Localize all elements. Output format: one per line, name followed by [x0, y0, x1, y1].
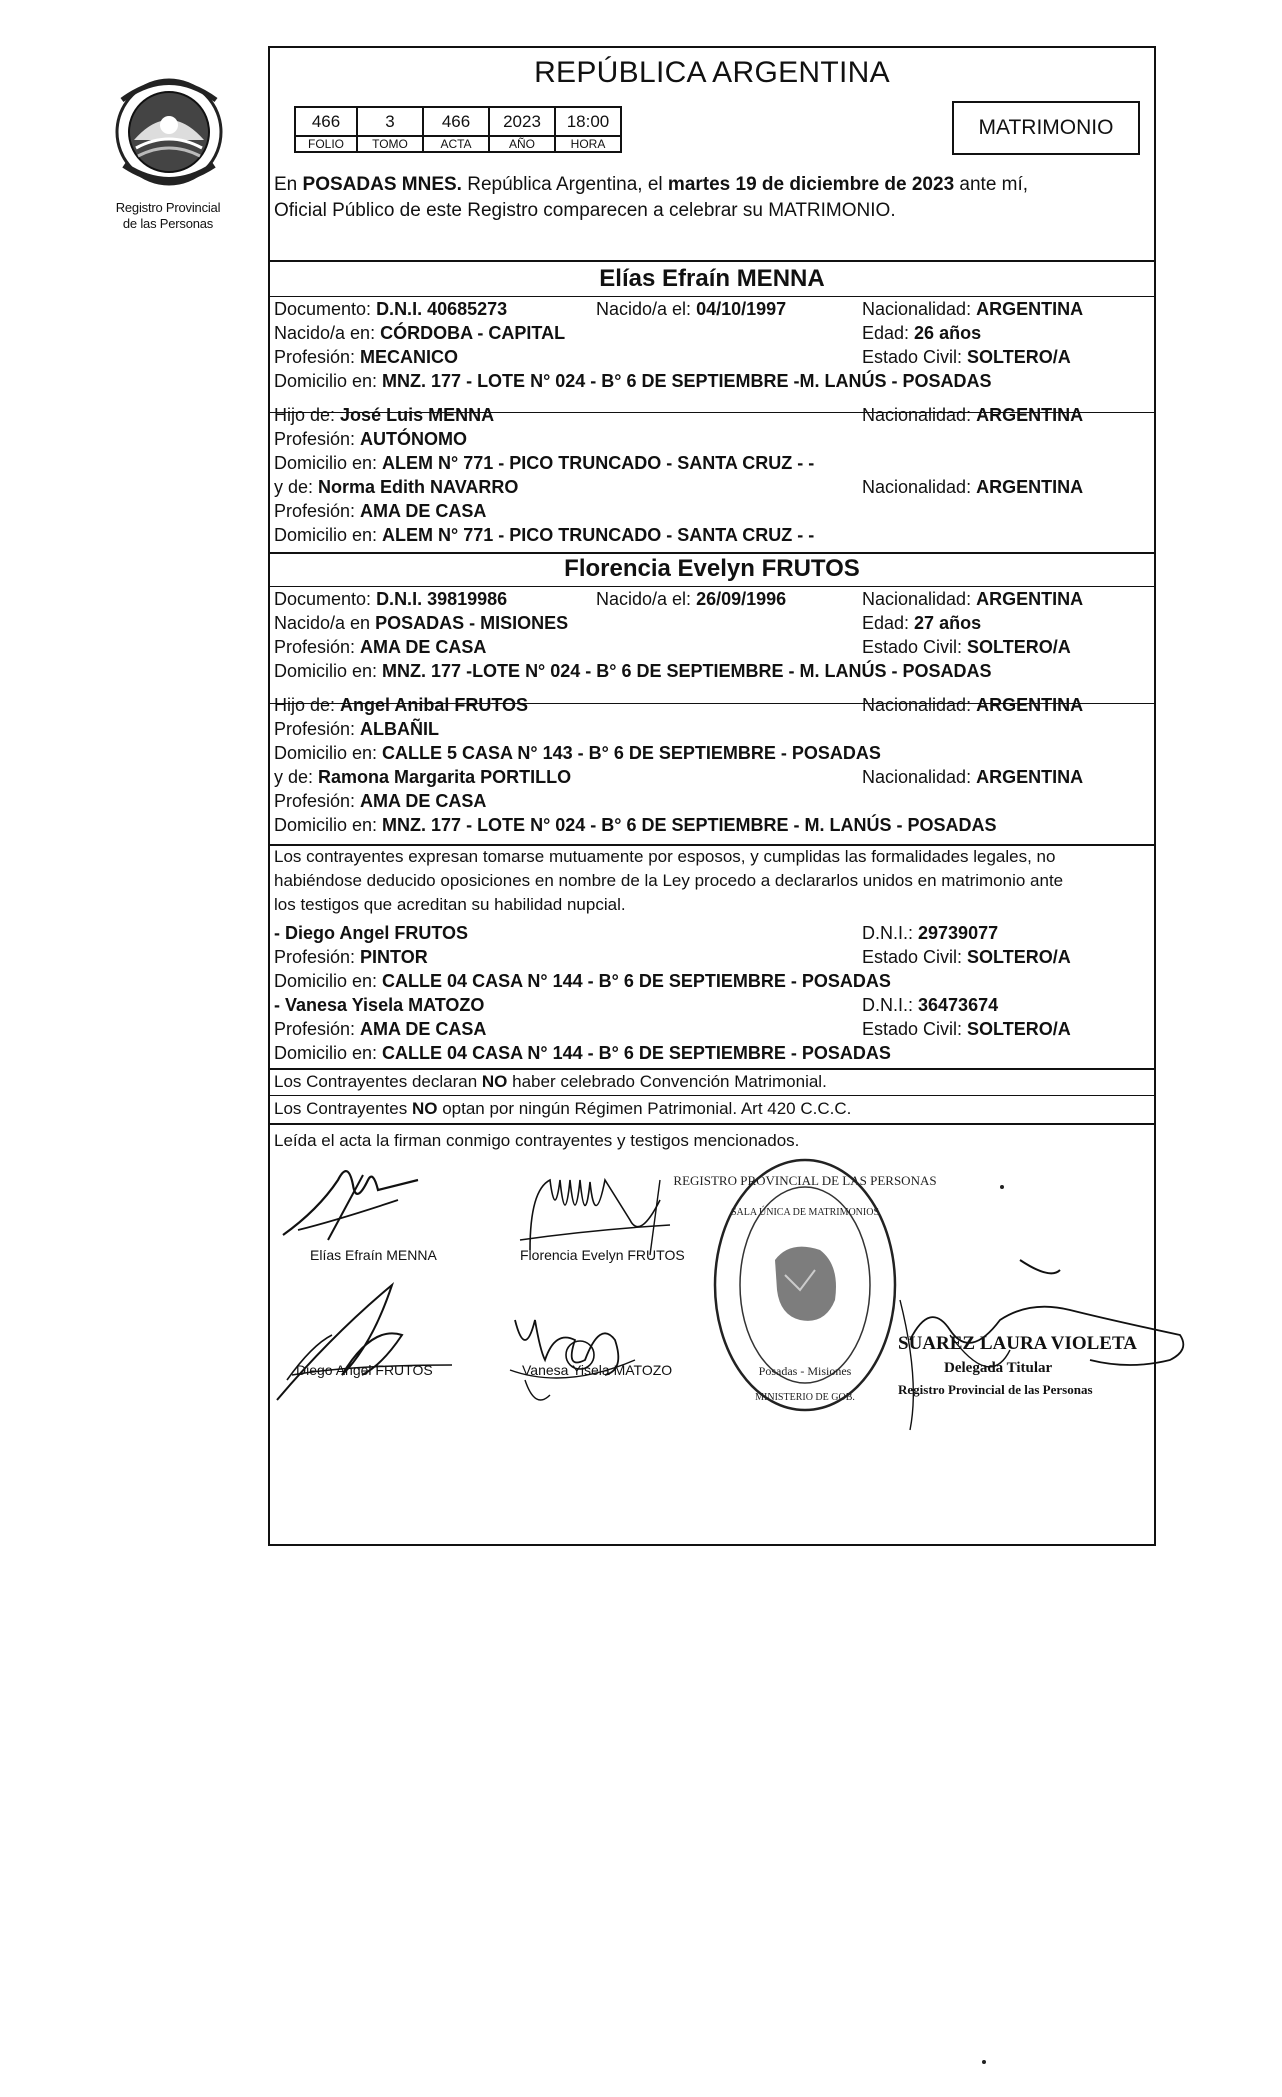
- official-name: SUAREZ LAURA VIOLETA: [898, 1333, 1137, 1354]
- value: 27 años: [914, 613, 982, 633]
- label: Profesión:: [274, 791, 361, 811]
- rule: [270, 296, 1155, 297]
- registry-stamp: [673, 1150, 937, 1450]
- bride-father-nationality: [862, 694, 1083, 716]
- value: ARGENTINA: [976, 695, 1084, 715]
- folio-label: FOLIO: [295, 136, 357, 152]
- bride-profession: [274, 636, 486, 658]
- value: AMA DE CASA: [360, 791, 487, 811]
- label: Nacionalidad:: [862, 477, 977, 497]
- witness2-signature: [505, 1300, 675, 1420]
- groom-address: [274, 370, 992, 392]
- value: José Luis MENNA: [340, 405, 495, 425]
- seal-caption-line1: Registro Provincial: [115, 200, 221, 215]
- value: ARGENTINA: [976, 589, 1084, 609]
- intro-place: POSADAS MNES.: [302, 174, 462, 195]
- record-table: [294, 106, 622, 153]
- stamp-inner-text: SALA ÚNICA DE MATRIMONIOS: [730, 1207, 880, 1218]
- label: Nacido/a en: [274, 613, 376, 633]
- witness2-name: [274, 994, 484, 1016]
- groom-name: Elías Efraín MENNA: [599, 265, 825, 292]
- text: optan por ningún Régimen Patrimonial. Art 420 C.C.C.: [437, 1099, 852, 1118]
- value: 29739077: [918, 923, 999, 943]
- intro-line2: Oficial Público de este Registro comparecen a celebrar su MATRIMONIO.: [274, 200, 896, 221]
- label: Estado Civil:: [862, 347, 968, 367]
- bride-address: [274, 660, 992, 682]
- value: MNZ. 177 -LOTE N° 024 - B° 6 DE SEPTIEMBRE - M. LANÚS - POSADAS: [382, 661, 992, 681]
- value: CALLE 5 CASA N° 143 - B° 6 DE SEPTIEMBRE - POSADAS: [382, 743, 881, 763]
- bride-born-place: [274, 612, 568, 634]
- emphasis: NO: [481, 1072, 508, 1091]
- label: Profesión:: [274, 501, 361, 521]
- groom-signature-label: Elías Efraín MENNA: [310, 1247, 437, 1263]
- value: SOLTERO/A: [967, 637, 1071, 657]
- label: Edad:: [862, 323, 915, 343]
- country-title: REPÚBLICA ARGENTINA: [534, 56, 890, 89]
- rule: [270, 1095, 1155, 1096]
- official-office: Registro Provincial de las Personas: [898, 1382, 1093, 1397]
- groom-mother-nationality: [862, 476, 1083, 498]
- groom-father-address: [274, 452, 814, 474]
- declaration-line1: Los contrayentes expresan tomarse mutuamente por esposos, y cumplidas las formalidades legales, no: [274, 847, 1056, 866]
- stamp-lower-text: MINISTERIO DE GOB.: [755, 1392, 855, 1403]
- value: AUTÓNOMO: [360, 429, 468, 449]
- value: CÓRDOBA - CAPITAL: [380, 323, 566, 343]
- value: ALEM N° 771 - PICO TRUNCADO - SANTA CRUZ - -: [382, 525, 815, 545]
- label: Profesión:: [274, 719, 361, 739]
- closing-statement: Leída el acta la firman conmigo contrayentes y testigos mencionados.: [274, 1131, 800, 1150]
- hora-label: HORA: [555, 136, 621, 152]
- value: 26/09/1996: [696, 589, 787, 609]
- groom-mother: [274, 476, 518, 498]
- groom-father-profession: [274, 428, 467, 450]
- bride-signature: [510, 1160, 680, 1260]
- text: Los Contrayentes declaran: [274, 1072, 482, 1091]
- groom-doc: [274, 298, 507, 320]
- label: Profesión:: [274, 429, 361, 449]
- label: Nacionalidad:: [862, 405, 977, 425]
- label: Documento:: [274, 589, 377, 609]
- groom-profession: [274, 346, 458, 368]
- label: Hijo de:: [274, 405, 341, 425]
- value: D.N.I. 40685273: [376, 299, 508, 319]
- label: Profesión:: [274, 637, 361, 657]
- value: PINTOR: [360, 947, 428, 967]
- intro-date: martes 19 de diciembre de 2023: [667, 174, 955, 195]
- label: Domicilio en:: [274, 971, 383, 991]
- tomo-value: 3: [357, 107, 423, 136]
- label: Domicilio en:: [274, 1043, 383, 1063]
- bride-age: [862, 612, 981, 634]
- witness2-address: [274, 1042, 891, 1064]
- acta-label: ACTA: [423, 136, 489, 152]
- intro-prefix: En: [274, 174, 303, 195]
- convention-statement: [274, 1071, 827, 1093]
- bride-nationality: [862, 588, 1083, 610]
- intro-text2: ante mí,: [954, 174, 1029, 195]
- value: SOLTERO/A: [967, 1019, 1071, 1039]
- emphasis: NO: [411, 1099, 438, 1118]
- label: Domicilio en:: [274, 661, 383, 681]
- label: D.N.I.:: [862, 923, 919, 943]
- witness1-civil-status: [862, 946, 1071, 968]
- groom-signature: [278, 1150, 428, 1250]
- hora-value: 18:00: [555, 107, 621, 136]
- label: Edad:: [862, 613, 915, 633]
- groom-father-nationality: [862, 404, 1083, 426]
- act-type-box: MATRIMONIO: [952, 101, 1140, 155]
- bride-doc: [274, 588, 507, 610]
- value: ARGENTINA: [976, 477, 1084, 497]
- value: Ramona Margarita PORTILLO: [318, 767, 572, 787]
- label: Domicilio en:: [274, 815, 383, 835]
- witness2-civil-status: [862, 1018, 1071, 1040]
- bride-father-address: [274, 742, 881, 764]
- label: Domicilio en:: [274, 371, 383, 391]
- declaration-line2: habiéndose deducido oposiciones en nombre de la Ley procedo a declararlos unidos en matrimonio ante: [274, 871, 1064, 890]
- label: Estado Civil:: [862, 637, 968, 657]
- value: 26 años: [914, 323, 982, 343]
- rule: [270, 260, 1155, 262]
- label: Profesión:: [274, 347, 361, 367]
- label: Estado Civil:: [862, 947, 968, 967]
- witness1-name: [274, 922, 468, 944]
- label: Nacido/a el:: [596, 589, 697, 609]
- intro-line1: [274, 172, 1028, 197]
- value: SOLTERO/A: [967, 947, 1071, 967]
- label: Domicilio en:: [274, 525, 383, 545]
- witness1-signature: [272, 1265, 462, 1405]
- stamp-ring-text: REGISTRO PROVINCIAL DE LAS PERSONAS: [673, 1173, 937, 1188]
- bride-mother-nationality: [862, 766, 1083, 788]
- groom-mother-profession: [274, 500, 486, 522]
- value: - Vanesa Yisela MATOZO: [274, 995, 485, 1015]
- value: POSADAS - MISIONES: [375, 613, 569, 633]
- rule: [270, 552, 1155, 554]
- official-role: Delegada Titular: [944, 1360, 1053, 1376]
- label: Nacionalidad:: [862, 695, 977, 715]
- anio-value: 2023: [489, 107, 555, 136]
- rule: [270, 1123, 1155, 1125]
- value: MNZ. 177 - LOTE N° 024 - B° 6 DE SEPTIEMBRE -M. LANÚS - POSADAS: [382, 371, 992, 391]
- acta-value: 466: [423, 107, 489, 136]
- label: Estado Civil:: [862, 1019, 968, 1039]
- label: D.N.I.:: [862, 995, 919, 1015]
- label: Domicilio en:: [274, 743, 383, 763]
- label: y de:: [274, 477, 319, 497]
- value: D.N.I. 39819986: [376, 589, 508, 609]
- label: Hijo de:: [274, 695, 341, 715]
- value: Angel Anibal FRUTOS: [340, 695, 529, 715]
- witness1-address: [274, 970, 891, 992]
- label: y de:: [274, 767, 319, 787]
- bride-father-profession: [274, 718, 439, 740]
- value: CALLE 04 CASA N° 144 - B° 6 DE SEPTIEMBRE - POSADAS: [382, 971, 891, 991]
- value: ALBAÑIL: [360, 719, 440, 739]
- bride-name: Florencia Evelyn FRUTOS: [564, 555, 860, 582]
- value: ARGENTINA: [976, 767, 1084, 787]
- witness2-profession: [274, 1018, 486, 1040]
- rule: [270, 586, 1155, 587]
- groom-age: [862, 322, 981, 344]
- witness2-dni: [862, 994, 998, 1016]
- witness1-dni: [862, 922, 998, 944]
- anio-label: AÑO: [489, 136, 555, 152]
- text: Los Contrayentes: [274, 1099, 412, 1118]
- value: 36473674: [918, 995, 999, 1015]
- label: Profesión:: [274, 1019, 361, 1039]
- value: - Diego Angel FRUTOS: [274, 923, 469, 943]
- label: Nacionalidad:: [862, 299, 977, 319]
- groom-born-date: [596, 298, 786, 320]
- provincial-seal-logo: [104, 70, 234, 200]
- value: 04/10/1997: [696, 299, 787, 319]
- label: Nacionalidad:: [862, 767, 977, 787]
- regime-statement: [274, 1098, 851, 1120]
- value: MNZ. 177 - LOTE N° 024 - B° 6 DE SEPTIEMBRE - M. LANÚS - POSADAS: [382, 815, 997, 835]
- groom-nationality: [862, 298, 1083, 320]
- intro-text1: República Argentina, el: [461, 174, 668, 195]
- value: Norma Edith NAVARRO: [318, 477, 519, 497]
- text: haber celebrado Convención Matrimonial.: [507, 1072, 827, 1091]
- bride-father: [274, 694, 528, 716]
- label: Nacido/a el:: [596, 299, 697, 319]
- value: AMA DE CASA: [360, 501, 487, 521]
- label: Nacionalidad:: [862, 589, 977, 609]
- bride-mother-profession: [274, 790, 486, 812]
- bride-civil-status: [862, 636, 1071, 658]
- declaration-line3: los testigos que acreditan su habilidad nupcial.: [274, 895, 626, 914]
- label: Profesión:: [274, 947, 361, 967]
- stray-mark: [982, 2060, 986, 2064]
- groom-civil-status: [862, 346, 1071, 368]
- value: AMA DE CASA: [360, 1019, 487, 1039]
- stray-mark: [1000, 1185, 1004, 1189]
- value: CALLE 04 CASA N° 144 - B° 6 DE SEPTIEMBRE - POSADAS: [382, 1043, 891, 1063]
- witness1-profession: [274, 946, 428, 968]
- rule: [270, 1068, 1155, 1070]
- witness1-signature-label: Diego Angel FRUTOS: [296, 1362, 433, 1378]
- witness2-signature-label: Vanesa Yisela MATOZO: [522, 1362, 673, 1378]
- value: ARGENTINA: [976, 405, 1084, 425]
- bride-signature-label: Florencia Evelyn FRUTOS: [520, 1247, 685, 1263]
- label: Documento:: [274, 299, 377, 319]
- tomo-label: TOMO: [357, 136, 423, 152]
- stamp-bottom-text: Posadas - Misiones: [758, 1364, 852, 1378]
- groom-mother-address: [274, 524, 814, 546]
- value: ALEM N° 771 - PICO TRUNCADO - SANTA CRUZ - -: [382, 453, 815, 473]
- value: SOLTERO/A: [967, 347, 1071, 367]
- value: MECANICO: [360, 347, 459, 367]
- groom-born-place: [274, 322, 565, 344]
- label: Domicilio en:: [274, 453, 383, 473]
- label: Nacido/a en:: [274, 323, 381, 343]
- value: ARGENTINA: [976, 299, 1084, 319]
- bride-mother-address: [274, 814, 997, 836]
- folio-value: 466: [295, 107, 357, 136]
- bride-mother: [274, 766, 571, 788]
- groom-father: [274, 404, 494, 426]
- bride-born-date: [596, 588, 786, 610]
- seal-caption-line2: de las Personas: [122, 216, 214, 231]
- value: AMA DE CASA: [360, 637, 487, 657]
